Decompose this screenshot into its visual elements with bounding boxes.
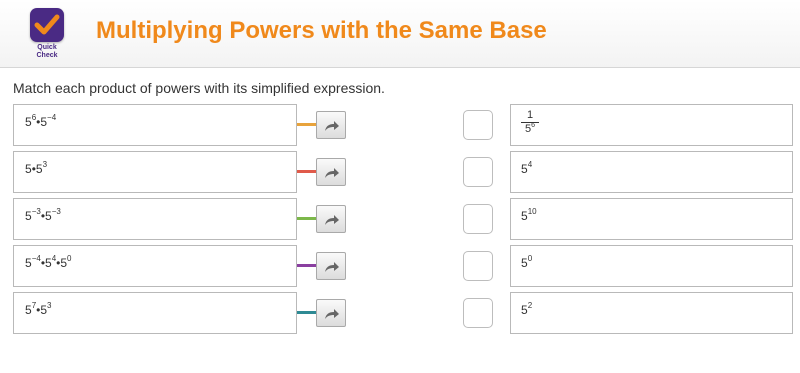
product-item[interactable] xyxy=(13,198,297,240)
product-expression xyxy=(25,162,47,176)
power-base: 5 xyxy=(521,256,528,270)
answer-item xyxy=(510,198,793,240)
drag-arrow-button[interactable] xyxy=(316,299,346,327)
drop-target[interactable] xyxy=(463,251,493,281)
multiply-dot: • xyxy=(40,209,46,223)
connector-line xyxy=(297,123,317,126)
answer-item xyxy=(510,104,793,146)
multiply-dot: • xyxy=(40,256,46,270)
fraction-numerator: 1 xyxy=(521,109,539,123)
power-exponent: −4 xyxy=(31,254,41,263)
connector-line xyxy=(297,217,317,220)
arrow-icon xyxy=(323,307,341,321)
arrow-icon xyxy=(323,260,341,274)
power-exponent: 4 xyxy=(527,160,533,169)
power-base: 5 xyxy=(40,303,48,317)
arrow-icon xyxy=(323,213,341,227)
fraction xyxy=(521,109,539,136)
multiply-dot: • xyxy=(31,162,36,176)
drag-arrow-button[interactable] xyxy=(316,252,346,280)
power-base: 5 xyxy=(40,115,48,129)
power-exponent: 3 xyxy=(42,160,48,169)
power-base: 5 xyxy=(35,162,43,176)
connector-line xyxy=(297,170,317,173)
logo-line-1: Quick xyxy=(37,44,57,51)
logo-text xyxy=(26,44,68,60)
power-base: 5 xyxy=(25,256,32,270)
drop-target[interactable] xyxy=(463,298,493,328)
multiply-dot: • xyxy=(56,256,61,270)
power-base: 5 xyxy=(25,209,32,223)
product-expression xyxy=(25,303,51,317)
power-base: 5 xyxy=(25,162,32,176)
power-base: 5 xyxy=(45,256,52,270)
quick-check-logo xyxy=(26,8,68,60)
product-expression xyxy=(25,256,72,270)
fraction-denominator xyxy=(521,123,539,136)
power-base: 5 xyxy=(25,303,32,317)
drag-arrow-button[interactable] xyxy=(316,111,346,139)
power-exponent: 4 xyxy=(51,254,57,263)
answer-item xyxy=(510,245,793,287)
power-exponent: −3 xyxy=(31,207,41,216)
power-exponent: 2 xyxy=(527,301,533,310)
arrow-icon xyxy=(323,119,341,133)
power-base: 5 xyxy=(521,303,528,317)
header-bar xyxy=(0,0,800,68)
drag-arrow-button[interactable] xyxy=(316,205,346,233)
power-exponent: 7 xyxy=(31,301,37,310)
power-exponent: 6 xyxy=(31,113,37,122)
power-exponent: 3 xyxy=(47,301,52,310)
answer-expression xyxy=(521,303,532,317)
logo-line-2: Check xyxy=(36,52,58,59)
power-base: 5 xyxy=(45,209,52,223)
power-base: 5 xyxy=(521,162,528,176)
product-item[interactable] xyxy=(13,292,297,334)
answer-item xyxy=(510,292,793,334)
answer-expression xyxy=(521,162,532,176)
answer-item xyxy=(510,151,793,193)
power-exponent: 0 xyxy=(527,254,533,263)
power-exponent: 6 xyxy=(531,122,536,129)
answer-expression xyxy=(521,256,532,270)
connector-line xyxy=(297,311,317,314)
power-base: 5 xyxy=(25,115,32,129)
instruction-text: Match each product of powers with its simplified expression. xyxy=(13,80,385,96)
product-expression xyxy=(25,209,61,223)
power-base: 5 xyxy=(60,256,68,270)
power-base: 5 xyxy=(524,123,532,135)
drop-target[interactable] xyxy=(463,157,493,187)
power-exponent: −4 xyxy=(47,113,57,122)
power-base: 5 xyxy=(521,209,528,223)
arrow-icon xyxy=(323,166,341,180)
multiply-dot: • xyxy=(36,303,41,317)
connector-line xyxy=(297,264,317,267)
page-title: Multiplying Powers with the Same Base xyxy=(96,17,547,44)
multiply-dot: • xyxy=(36,115,41,129)
product-expression xyxy=(25,115,56,129)
product-item[interactable] xyxy=(13,151,297,193)
product-item[interactable] xyxy=(13,104,297,146)
power-exponent: −3 xyxy=(51,207,61,216)
power-exponent: 0 xyxy=(67,254,72,263)
drag-arrow-button[interactable] xyxy=(316,158,346,186)
drop-target[interactable] xyxy=(463,204,493,234)
drop-target[interactable] xyxy=(463,110,493,140)
product-item[interactable] xyxy=(13,245,297,287)
power-exponent: 10 xyxy=(527,207,537,216)
checkmark-icon xyxy=(30,8,64,42)
answer-expression xyxy=(521,209,537,223)
